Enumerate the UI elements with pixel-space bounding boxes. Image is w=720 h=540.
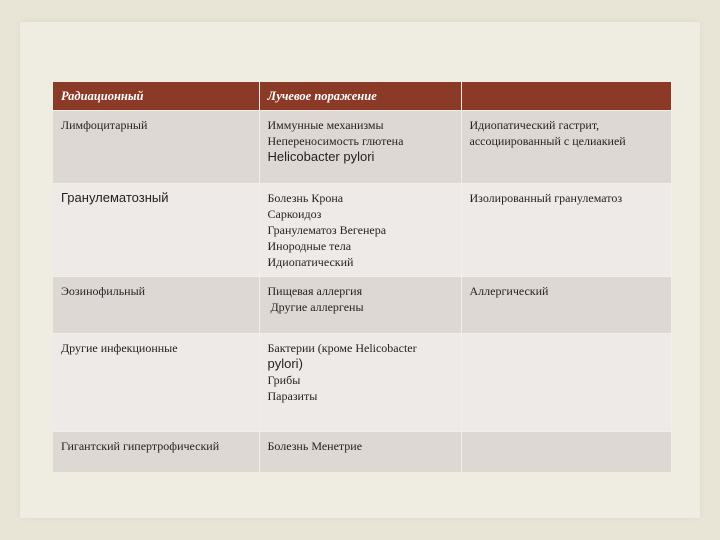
table-row bbox=[53, 334, 671, 432]
table-cell bbox=[461, 432, 671, 472]
table-cell bbox=[53, 432, 259, 472]
cell-line: Непереносимость глютена bbox=[267, 134, 404, 148]
cell-line: Идиопатический bbox=[267, 255, 354, 269]
cell-line: Лимфоцитарный bbox=[61, 118, 148, 132]
table-row bbox=[53, 111, 671, 184]
header-cell bbox=[461, 82, 671, 111]
cell-line: Идиопатический гастрит, bbox=[469, 118, 600, 132]
cell-line: Эозинофильный bbox=[61, 284, 146, 298]
table-cell bbox=[259, 432, 461, 472]
cell-line: Гигантский гипертрофический bbox=[61, 439, 220, 453]
gastritis-classification-table bbox=[53, 82, 672, 472]
table-row bbox=[53, 432, 671, 472]
cell-line: Гранулематозный bbox=[61, 190, 169, 205]
cell-line: Другие инфекционные bbox=[61, 341, 178, 355]
table-row bbox=[53, 277, 671, 334]
table-cell bbox=[53, 184, 259, 277]
cell-line: Пищевая аллергия bbox=[267, 284, 363, 298]
table-cell bbox=[461, 111, 671, 184]
cell-line: pylori) bbox=[267, 356, 303, 371]
table-cell bbox=[259, 111, 461, 184]
cell-line: Helicobacter pylori bbox=[267, 149, 375, 164]
cell-line: Паразиты bbox=[267, 389, 318, 403]
cell-line: ассоциированный с целиакией bbox=[469, 134, 626, 148]
table-cell bbox=[53, 277, 259, 334]
cell-line: Аллергический bbox=[469, 284, 549, 298]
cell-line: Изолированный гранулематоз bbox=[469, 191, 623, 205]
cell-line: Болезнь Крона bbox=[267, 191, 344, 205]
cell-line: Гранулематоз Вегенера bbox=[267, 223, 387, 237]
cell-line: Бактерии (кроме Helicobacter bbox=[267, 341, 417, 355]
table-cell bbox=[259, 184, 461, 277]
header-cell: Лучевое поражение bbox=[259, 82, 461, 111]
cell-line: Другие аллергены bbox=[267, 300, 364, 314]
cell-line: Иммунные механизмы bbox=[267, 118, 384, 132]
table-cell bbox=[259, 277, 461, 334]
cell-line: Грибы bbox=[267, 373, 301, 387]
header-cell: Радиационный bbox=[53, 82, 259, 111]
table-cell bbox=[53, 334, 259, 432]
table-cell bbox=[461, 334, 671, 432]
cell-line: Саркоидоз bbox=[267, 207, 322, 221]
table-cell bbox=[461, 184, 671, 277]
table-row bbox=[53, 184, 671, 277]
table-header-row bbox=[53, 82, 671, 111]
cell-line: Инородные тела bbox=[267, 239, 352, 253]
cell-line: Болезнь Менетрие bbox=[267, 439, 363, 453]
table-cell bbox=[461, 277, 671, 334]
table-cell bbox=[259, 334, 461, 432]
table-cell bbox=[53, 111, 259, 184]
